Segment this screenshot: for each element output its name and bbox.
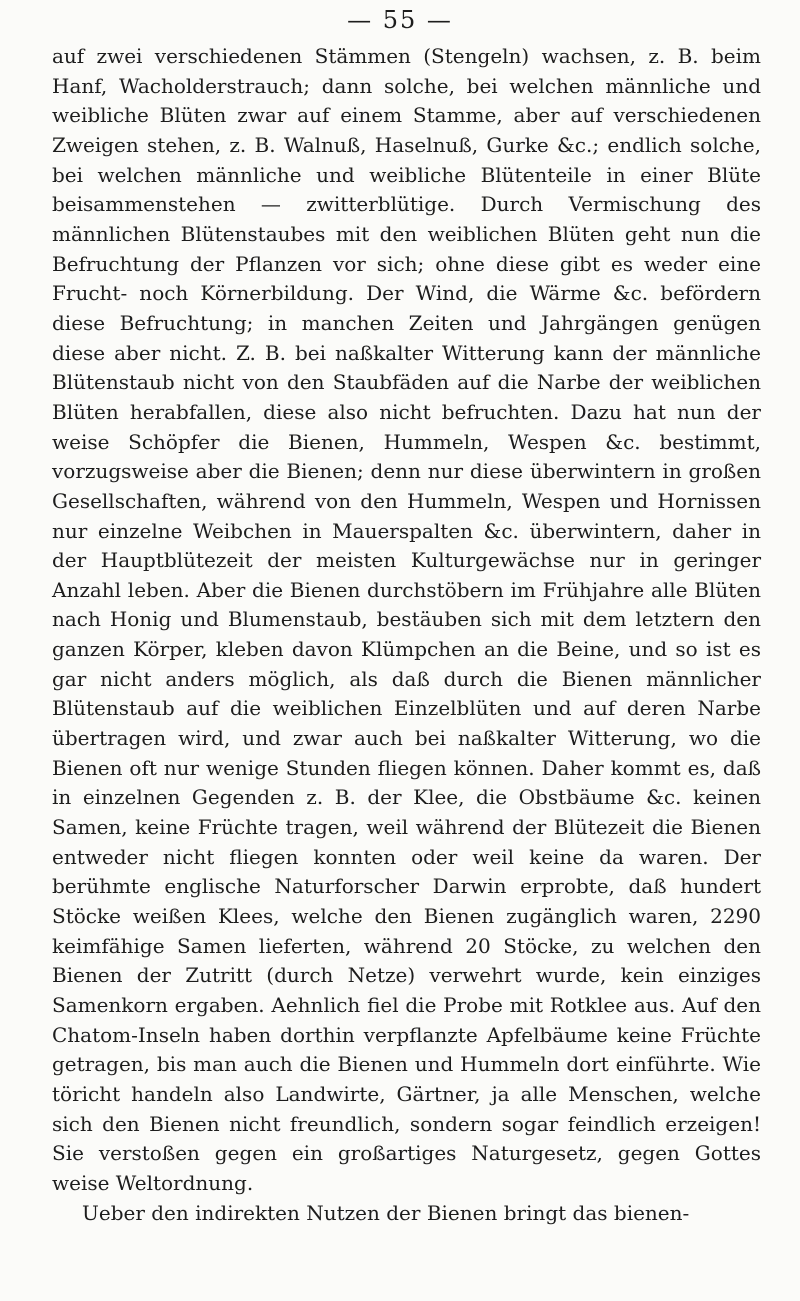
body-text	[52, 42, 761, 1228]
paragraph: Ueber den indirekten Nutzen der Bienen bringt das bienen-	[82, 1200, 690, 1225]
paragraph: auf zwei verschiedenen Stämmen (Stengeln) wachsen, z. B. beim Hanf, Wacholderstrauch; dann solche, bei welchen männliche und weibliche Blüten zwar auf einem Stamme, aber auf verschiedenen Zweigen stehen, z. B. Walnuß, Haselnuß, Gurke &c.; endlich solche, bei welchen männliche und weibliche Blütenteile in einer Blüte beisammenstehen — zwitterblütige. Durch Vermischung des männlichen Blütenstaubes mit den weiblichen Blüten geht nun die Befruchtung der Pflanzen vor sich; ohne diese gibt es weder eine Frucht- noch Körnerbildung. Der Wind, die Wärme &c. befördern diese Befruchtung; in manchen Zeiten und Jahrgängen genügen diese aber nicht. Z. B. bei naßkalter Witterung kann der männliche Blütenstaub nicht von den Staubfäden auf die Narbe der weiblichen Blüten herabfallen, diese also nicht befruchten. Dazu hat nun der weise Schöpfer die Bienen, Hummeln, Wespen &c. bestimmt, vorzugsweise aber die Bienen; denn nur diese überwintern in großen Gesellschaften, während von den Hummeln, Wespen und Hornissen nur einzelne Weibchen in Mauerspalten &c. überwintern, daher in der Hauptblütezeit der meisten Kulturgewächse nur in geringer Anzahl leben. Aber die Bienen durchstöbern im Frühjahre alle Blüten nach Honig und Blumenstaub, bestäuben sich mit dem letztern den ganzen Körper, kleben davon Klümpchen an die Beine, und so ist es gar nicht anders möglich, als daß durch die Bienen männlicher Blütenstaub auf die weiblichen Einzelblüten und auf deren Narbe übertragen wird, und zwar auch bei naßkalter Witterung, wo die Bienen oft nur wenige Stunden fliegen können. Daher kommt es, daß in einzelnen Gegenden z. B. der Klee, die Obstbäume &c. keinen Samen, keine Früchte tragen, weil während der Blütezeit die Bienen entweder nicht fliegen konnten oder weil keine da waren. Der berühmte englische Naturforscher Darwin erprobte, daß hundert Stöcke weißen Klees, welche den Bienen zugänglich waren, 2290 keimfähige Samen lieferten, während 20 Stöcke, zu welchen den Bienen der Zutritt (durch Netze) verwehrt wurde, kein einziges Samenkorn ergaben. Aehnlich fiel die Probe mit Rotklee aus. Auf den Chatom-Inseln haben dorthin verpflanzte Apfelbäume keine Früchte getragen, bis man auch die Bienen und Hummeln dort einführte. Wie töricht handeln also Landwirte, Gärtner, ja alle Menschen, welche sich den Bienen nicht freundlich, sondern sogar feindlich erzeigen! Sie verstoßen gegen ein großartiges Naturgesetz, gegen Gottes weise Weltordnung.	[52, 44, 761, 1195]
page-number: — 55 —	[347, 6, 453, 34]
